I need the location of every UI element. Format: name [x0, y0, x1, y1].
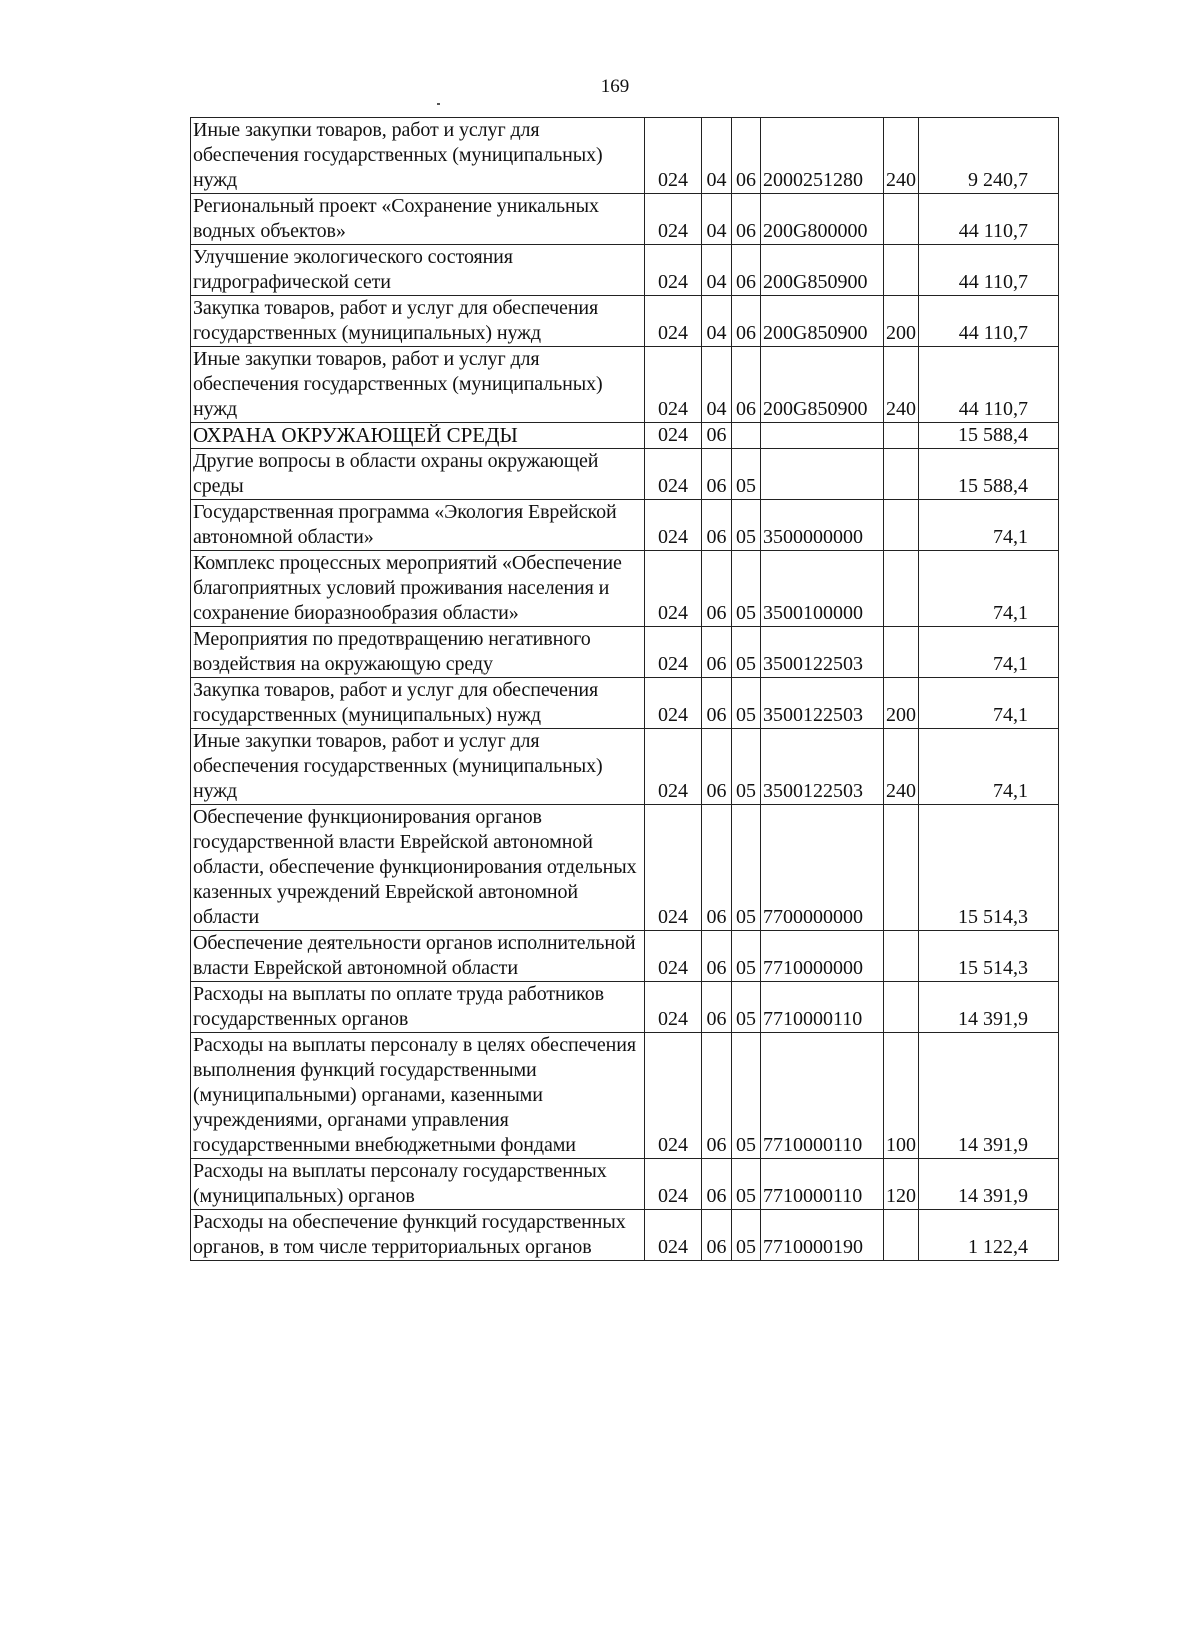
row-expense-type-code: 200 [884, 678, 919, 729]
row-name: Государственная программа «Экология Еврейской автономной области» [191, 500, 645, 551]
row-section-code: 06 [702, 551, 732, 627]
row-subsection-code: 06 [732, 347, 761, 423]
row-section-code: 06 [702, 449, 732, 500]
row-section-code: 04 [702, 118, 732, 194]
row-subsection-code: 05 [732, 931, 761, 982]
section-row [191, 423, 1059, 449]
row-expense-type-code: 240 [884, 347, 919, 423]
row-target-article-code: 3500000000 [761, 500, 884, 551]
row-target-article-code: 7700000000 [761, 805, 884, 931]
row-amount: 44 110,7 [919, 245, 1059, 296]
row-section-code: 04 [702, 347, 732, 423]
row-amount: 74,1 [919, 729, 1059, 805]
row-subsection-code: 06 [732, 118, 761, 194]
row-expense-type-code [884, 1210, 919, 1261]
table-row [191, 1210, 1059, 1261]
row-amount: 44 110,7 [919, 194, 1059, 245]
row-ved-code: 024 [645, 1210, 702, 1261]
row-section-code: 06 [702, 1033, 732, 1159]
row-amount: 9 240,7 [919, 118, 1059, 194]
row-subsection-code: 05 [732, 1210, 761, 1261]
row-target-article-code: 3500122503 [761, 678, 884, 729]
table-row [191, 296, 1059, 347]
table-row [191, 118, 1059, 194]
row-ved-code: 024 [645, 245, 702, 296]
row-section-code: 06 [702, 982, 732, 1033]
row-subsection-code: 05 [732, 1159, 761, 1210]
row-section-code: 06 [702, 500, 732, 551]
row-target-article-code: 7710000110 [761, 1159, 884, 1210]
row-target-article-code: 3500100000 [761, 551, 884, 627]
row-target-article-code: 3500122503 [761, 729, 884, 805]
table-row [191, 194, 1059, 245]
row-amount: 14 391,9 [919, 982, 1059, 1033]
table-row [191, 449, 1059, 500]
row-subsection-code: 05 [732, 805, 761, 931]
row-name: Расходы на выплаты персоналу государственных (муниципальных) органов [191, 1159, 645, 1210]
budget-table-body [191, 118, 1059, 1261]
row-amount: 44 110,7 [919, 347, 1059, 423]
table-row [191, 627, 1059, 678]
row-name: Комплекс процессных мероприятий «Обеспечение благоприятных условий проживания населения и сохранение биоразнообразия области» [191, 551, 645, 627]
row-target-article-code: 200G800000 [761, 194, 884, 245]
row-ved-code: 024 [645, 423, 702, 449]
row-expense-type-code: 200 [884, 296, 919, 347]
row-section-code: 04 [702, 194, 732, 245]
row-name: ОХРАНА ОКРУЖАЮЩЕЙ СРЕДЫ [191, 423, 645, 449]
row-ved-code: 024 [645, 678, 702, 729]
row-section-code: 06 [702, 678, 732, 729]
table-row [191, 347, 1059, 423]
table-row [191, 245, 1059, 296]
row-expense-type-code [884, 931, 919, 982]
row-amount: 74,1 [919, 551, 1059, 627]
row-ved-code: 024 [645, 1159, 702, 1210]
row-expense-type-code: 120 [884, 1159, 919, 1210]
row-subsection-code: 05 [732, 982, 761, 1033]
table-row [191, 1159, 1059, 1210]
row-name: Иные закупки товаров, работ и услуг для обеспечения государственных (муниципальных) нужд [191, 729, 645, 805]
row-subsection-code: 05 [732, 627, 761, 678]
row-section-code: 06 [702, 931, 732, 982]
row-subsection-code: 05 [732, 1033, 761, 1159]
scan-artifact [437, 103, 440, 105]
row-amount: 15 588,4 [919, 449, 1059, 500]
row-target-article-code: 7710000000 [761, 931, 884, 982]
row-expense-type-code [884, 245, 919, 296]
row-name: Улучшение экологического состояния гидрографической сети [191, 245, 645, 296]
row-expense-type-code [884, 627, 919, 678]
row-section-code: 06 [702, 729, 732, 805]
row-name: Расходы на обеспечение функций государственных органов, в том числе территориальных органов [191, 1210, 645, 1261]
table-row [191, 1033, 1059, 1159]
row-target-article-code: 7710000110 [761, 982, 884, 1033]
row-section-code: 04 [702, 296, 732, 347]
row-expense-type-code [884, 982, 919, 1033]
row-expense-type-code: 100 [884, 1033, 919, 1159]
row-target-article-code: 2000251280 [761, 118, 884, 194]
row-expense-type-code [884, 194, 919, 245]
row-subsection-code: 06 [732, 296, 761, 347]
table-row [191, 500, 1059, 551]
row-target-article-code: 7710000190 [761, 1210, 884, 1261]
row-ved-code: 024 [645, 194, 702, 245]
row-expense-type-code [884, 805, 919, 931]
row-expense-type-code [884, 423, 919, 449]
row-target-article-code: 7710000110 [761, 1033, 884, 1159]
row-subsection-code: 05 [732, 729, 761, 805]
row-ved-code: 024 [645, 729, 702, 805]
row-amount: 44 110,7 [919, 296, 1059, 347]
row-section-code: 06 [702, 805, 732, 931]
row-ved-code: 024 [645, 449, 702, 500]
row-name: Иные закупки товаров, работ и услуг для обеспечения государственных (муниципальных) нужд [191, 118, 645, 194]
row-ved-code: 024 [645, 500, 702, 551]
row-amount: 1 122,4 [919, 1210, 1059, 1261]
row-subsection-code: 05 [732, 551, 761, 627]
row-subsection-code: 06 [732, 245, 761, 296]
row-ved-code: 024 [645, 296, 702, 347]
row-amount: 15 588,4 [919, 423, 1059, 449]
row-section-code: 06 [702, 1159, 732, 1210]
table-row [191, 982, 1059, 1033]
row-amount: 14 391,9 [919, 1159, 1059, 1210]
row-name: Региональный проект «Сохранение уникальных водных объектов» [191, 194, 645, 245]
budget-table [190, 117, 1059, 1261]
row-target-article-code: 200G850900 [761, 296, 884, 347]
row-name: Расходы на выплаты персоналу в целях обеспечения выполнения функций государственными (муниципальными) органами, казенными учреждениями, органами управления государственными внебюджетными фондами [191, 1033, 645, 1159]
row-amount: 74,1 [919, 627, 1059, 678]
row-ved-code: 024 [645, 931, 702, 982]
row-expense-type-code: 240 [884, 118, 919, 194]
row-expense-type-code [884, 551, 919, 627]
row-amount: 74,1 [919, 500, 1059, 551]
row-ved-code: 024 [645, 551, 702, 627]
row-amount: 15 514,3 [919, 805, 1059, 931]
row-name: Другие вопросы в области охраны окружающей среды [191, 449, 645, 500]
table-row [191, 729, 1059, 805]
row-name: Закупка товаров, работ и услуг для обеспечения государственных (муниципальных) нужд [191, 296, 645, 347]
row-name: Обеспечение деятельности органов исполнительной власти Еврейской автономной области [191, 931, 645, 982]
table-row [191, 931, 1059, 982]
row-subsection-code: 05 [732, 678, 761, 729]
row-expense-type-code [884, 449, 919, 500]
row-name: Мероприятия по предотвращению негативного воздействия на окружающую среду [191, 627, 645, 678]
row-ved-code: 024 [645, 1033, 702, 1159]
row-subsection-code [732, 423, 761, 449]
row-ved-code: 024 [645, 118, 702, 194]
row-name: Обеспечение функционирования органов государственной власти Еврейской автономной области, обеспечение функционирования отдельных казенных учреждений Еврейской автономной области [191, 805, 645, 931]
row-expense-type-code: 240 [884, 729, 919, 805]
page-number: 169 [600, 76, 630, 97]
row-subsection-code: 05 [732, 449, 761, 500]
row-subsection-code: 05 [732, 500, 761, 551]
row-target-article-code [761, 423, 884, 449]
row-amount: 14 391,9 [919, 1033, 1059, 1159]
row-target-article-code: 200G850900 [761, 347, 884, 423]
row-section-code: 04 [702, 245, 732, 296]
row-name: Закупка товаров, работ и услуг для обеспечения государственных (муниципальных) нужд [191, 678, 645, 729]
row-section-code: 06 [702, 423, 732, 449]
row-target-article-code: 200G850900 [761, 245, 884, 296]
row-expense-type-code [884, 500, 919, 551]
table-row [191, 678, 1059, 729]
table-row [191, 551, 1059, 627]
row-amount: 15 514,3 [919, 931, 1059, 982]
row-ved-code: 024 [645, 982, 702, 1033]
row-amount: 74,1 [919, 678, 1059, 729]
row-subsection-code: 06 [732, 194, 761, 245]
row-ved-code: 024 [645, 805, 702, 931]
row-target-article-code [761, 449, 884, 500]
row-target-article-code: 3500122503 [761, 627, 884, 678]
row-name: Иные закупки товаров, работ и услуг для обеспечения государственных (муниципальных) нужд [191, 347, 645, 423]
row-section-code: 06 [702, 627, 732, 678]
row-ved-code: 024 [645, 347, 702, 423]
table-row [191, 805, 1059, 931]
row-name: Расходы на выплаты по оплате труда работников государственных органов [191, 982, 645, 1033]
row-ved-code: 024 [645, 627, 702, 678]
row-section-code: 06 [702, 1210, 732, 1261]
